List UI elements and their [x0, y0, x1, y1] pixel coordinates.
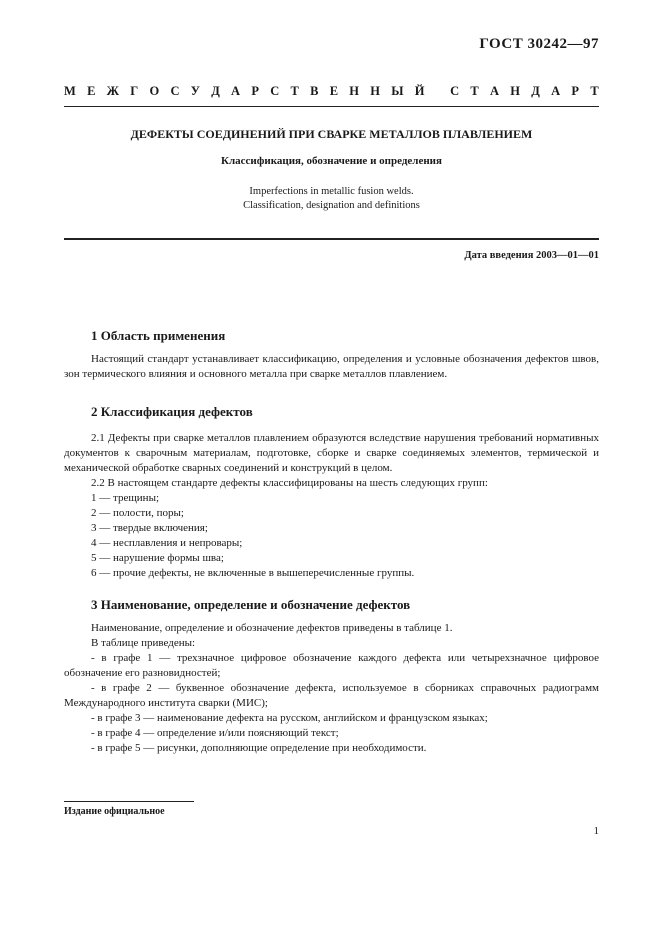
official-edition-label: Издание официальное [64, 806, 165, 817]
standard-type-letter: Й [414, 84, 425, 98]
section-1-body [64, 352, 599, 382]
section-2-body [64, 431, 599, 581]
table-columns-list [64, 651, 599, 756]
standard-type-letter: Д [531, 84, 540, 98]
defect-groups-list [64, 491, 599, 581]
standard-type-letter: Н [370, 84, 380, 98]
english-title-line-2: Classification, designation and definitions [243, 199, 420, 211]
defect-group-item: 4 — несплавления и непровары; [91, 537, 243, 549]
standard-type-heading [64, 84, 599, 99]
section-3-paragraph-2: В таблице приведены: [91, 637, 196, 649]
gost-number: ГОСТ 30242—97 [479, 36, 599, 52]
standard-type-letter: А [490, 84, 500, 98]
table-column-item: - в графе 5 — рисунки, дополняющие определение при необходимости. [91, 742, 427, 754]
standard-type-letter: Р [251, 84, 259, 98]
standard-type-letter: В [310, 84, 319, 98]
standard-type-letter: А [231, 84, 241, 98]
standard-type-letter: С [170, 84, 180, 98]
intro-date: Дата введения 2003—01—01 [464, 250, 599, 261]
section-3-heading: 3 Наименование, определение и обозначение дефектов [91, 597, 411, 612]
standard-type-letter: Г [130, 84, 139, 98]
standard-type-letter: С [450, 84, 460, 98]
standard-type-letter: О [149, 84, 160, 98]
standard-type-letter: Д [211, 84, 220, 98]
section-2-paragraph-1: 2.1 Дефекты при сварке металлов плавлением образуются вследствие нарушения требований нормативных документов к сварочным материалам, подготовке, сборке и сварке соединяемых элементов, термической и механической обработке сварных соединений и конструкций в целом. [64, 432, 599, 474]
standard-type-letter: У [190, 84, 200, 98]
section-1-paragraph: Настоящий стандарт устанавливает классификацию, определения и условные обозначения дефектов швов, зон термического влияния и основного металла при сварке металлов плавлением. [64, 353, 599, 380]
standard-type-letter [436, 84, 439, 99]
standard-type-letter: Т [290, 84, 299, 98]
document-subtitle: Классификация, обозначение и определения [221, 155, 442, 167]
title-rule [64, 238, 599, 240]
defect-group-item: 6 — прочие дефекты, не включенные в вышеперечисленные группы. [91, 567, 415, 579]
standard-type-letter: Р [571, 84, 580, 98]
header-rule [64, 106, 599, 107]
standard-type-letter: Ж [106, 84, 120, 98]
standard-type-letter: Т [470, 84, 479, 98]
table-column-item: - в графе 3 — наименование дефекта на русском, английском и французском языках; [91, 712, 488, 724]
standard-type-letter: Т [590, 84, 599, 98]
standard-type-letter: С [270, 84, 280, 98]
standard-type-letter: Ы [391, 84, 404, 98]
standard-type-letter: М [64, 84, 76, 98]
standard-type-letter: Н [510, 84, 521, 98]
document-title: ДЕФЕКТЫ СОЕДИНЕНИЙ ПРИ СВАРКЕ МЕТАЛЛОВ ПЛАВЛЕНИЕМ [130, 127, 533, 141]
section-2-paragraph-2: 2.2 В настоящем стандарте дефекты классифицированы на шесть следующих групп: [91, 477, 488, 489]
table-column-item: - в графе 1 — трехзначное цифровое обозначение каждого дефекта или четырехзначное цифровое обозначение его разновидностей; [64, 652, 599, 679]
section-2-heading: 2 Классификация дефектов [91, 404, 253, 419]
section-1-heading: 1 Область применения [91, 328, 226, 343]
standard-type-letter: А [551, 84, 561, 98]
defect-group-item: 5 — нарушение формы шва; [91, 552, 224, 564]
defect-group-item: 2 — полости, поры; [91, 507, 184, 519]
english-title [64, 185, 599, 212]
defect-group-item: 3 — твердые включения; [91, 522, 208, 534]
section-3-body [64, 621, 599, 756]
standard-type-letter: Е [329, 84, 339, 98]
standard-type-letter: Е [87, 84, 96, 98]
standard-type-letter: Н [349, 84, 360, 98]
footer-rule [64, 801, 194, 802]
defect-group-item: 1 — трещины; [91, 492, 160, 504]
table-column-item: - в графе 2 — буквенное обозначение дефекта, используемое в сборниках справочных радиограмм Международного института сварки (МИС); [64, 682, 599, 709]
table-column-item: - в графе 4 — определение и/или поясняющий текст; [91, 727, 339, 739]
section-3-paragraph-1: Наименование, определение и обозначение дефектов приведены в таблице 1. [91, 622, 453, 634]
english-title-line-1: Imperfections in metallic fusion welds. [249, 186, 414, 197]
page-number: 1 [593, 825, 599, 837]
